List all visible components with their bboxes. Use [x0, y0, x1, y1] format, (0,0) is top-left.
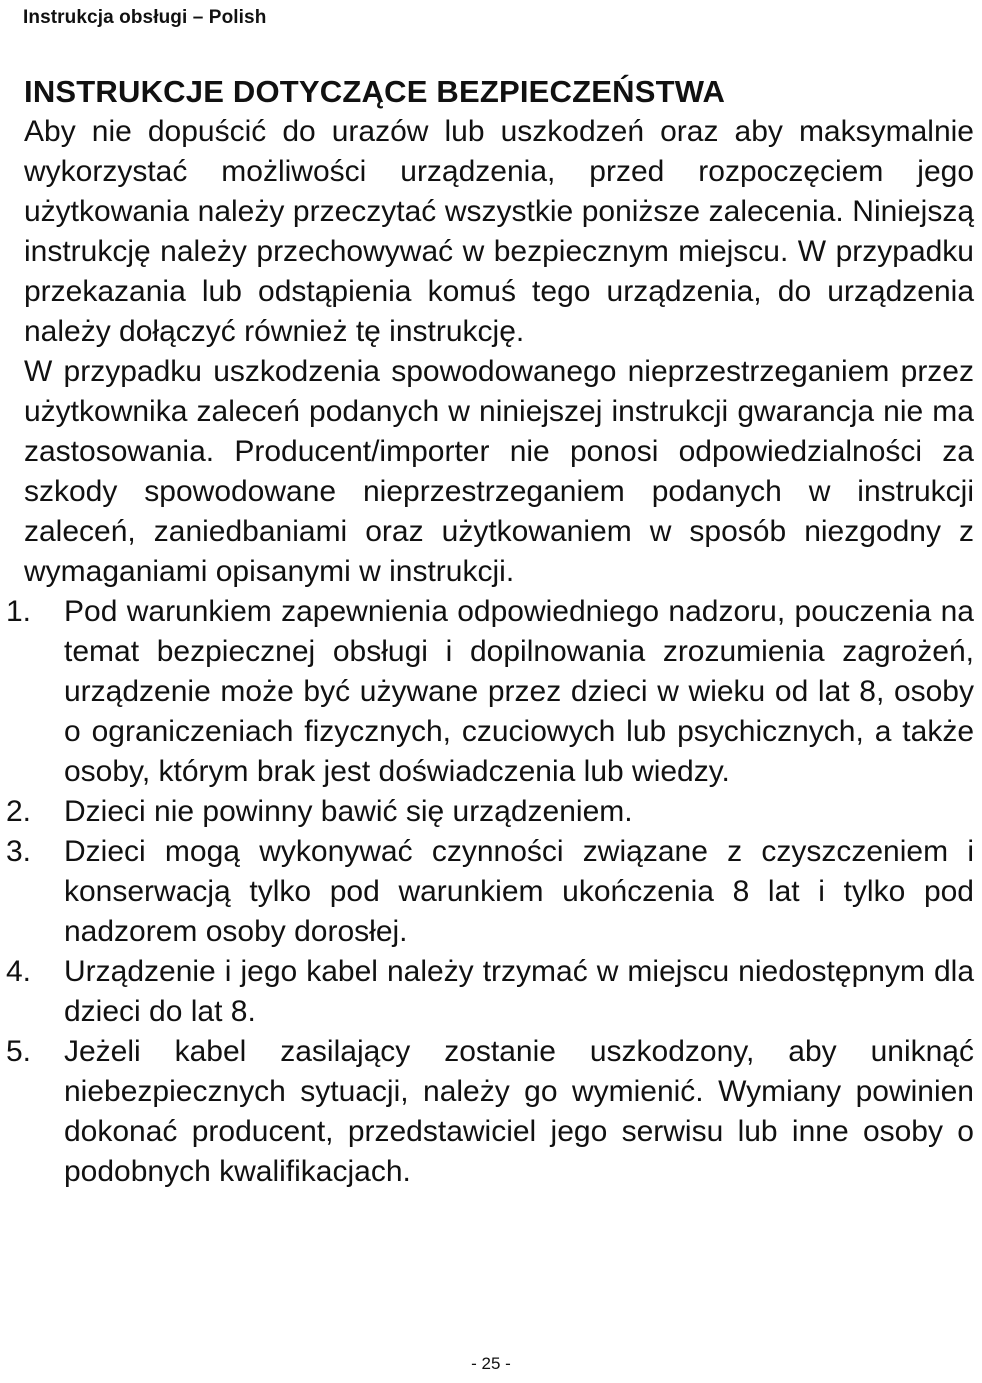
list-item — [6, 792, 974, 832]
list-item-text: Pod warunkiem zapewnienia odpowiedniego nadzoru, pouczenia na temat bezpiecznej obsługi i dopilnowania zrozumienia zagrożeń, urządzenie może być używane przez dzieci w wieku od lat 8, osoby o ograniczeniach fizycznych, czuciowych lub psychicznych, a także osoby, którym brak jest doświadczenia lub wiedzy. — [64, 595, 974, 788]
list-item-number: 2. — [6, 795, 32, 828]
list-item-number: 4. — [6, 955, 32, 988]
list-item-number: 1. — [6, 595, 32, 628]
page-number: - 25 - — [471, 1354, 511, 1373]
list-item-number: 5. — [6, 1035, 32, 1068]
list-item-text: Dzieci nie powinny bawić się urządzeniem. — [64, 795, 633, 828]
safety-list — [6, 592, 974, 1192]
intro-paragraph: Aby nie dopuścić do urazów lub uszkodzeń oraz aby maksymalnie wykorzystać możliwości urządzenia, przed rozpoczęciem jego użytkowania należy przeczytać wszystkie poniższe zalecenia. Niniejszą instrukcję należy przechowywać w bezpiecznym miejscu. W przypadku przekazania lub odstąpienia komuś tego urządzenia, do urządzenia należy dołączyć również tę instrukcję. — [24, 115, 974, 348]
safety-section — [6, 72, 974, 1192]
list-item-text: Dzieci mogą wykonywać czynności związane z czyszczeniem i konserwacją tylko pod warunkiem ukończenia 8 lat i tylko pod nadzorem osoby dorosłej. — [64, 835, 974, 948]
list-item — [6, 592, 974, 792]
list-item-text: Urządzenie i jego kabel należy trzymać w miejscu niedostępnym dla dzieci do lat 8. — [64, 955, 974, 1028]
list-item — [6, 952, 974, 1032]
section-title: INSTRUKCJE DOTYCZĄCE BEZPIECZEŃSTWA — [24, 74, 726, 109]
list-item-text: Jeżeli kabel zasilający zostanie uszkodzony, aby uniknąć niebezpiecznych sytuacji, należy go wymienić. Wymiany powinien dokonać producent, przedstawiciel jego serwisu lub inne osoby o podobnych kwalifikacjach. — [64, 1035, 974, 1188]
list-item-number: 3. — [6, 835, 32, 868]
manual-language-header: Instrukcja obsługi – Polish — [23, 7, 267, 28]
list-item — [6, 832, 974, 952]
warranty-paragraph: W przypadku uszkodzenia spowodowanego nieprzestrzeganiem przez użytkownika zaleceń podanych w niniejszej instrukcji gwarancja nie ma zastosowania. Producent/importer nie ponosi odpowiedzialności za szkody spowodowane nieprzestrzeganiem podanych w instrukcji zaleceń, zaniedbaniami oraz użytkowaniem w sposób niezgodny z wymaganiami opisanymi w instrukcji. — [24, 355, 974, 588]
list-item — [6, 1032, 974, 1192]
